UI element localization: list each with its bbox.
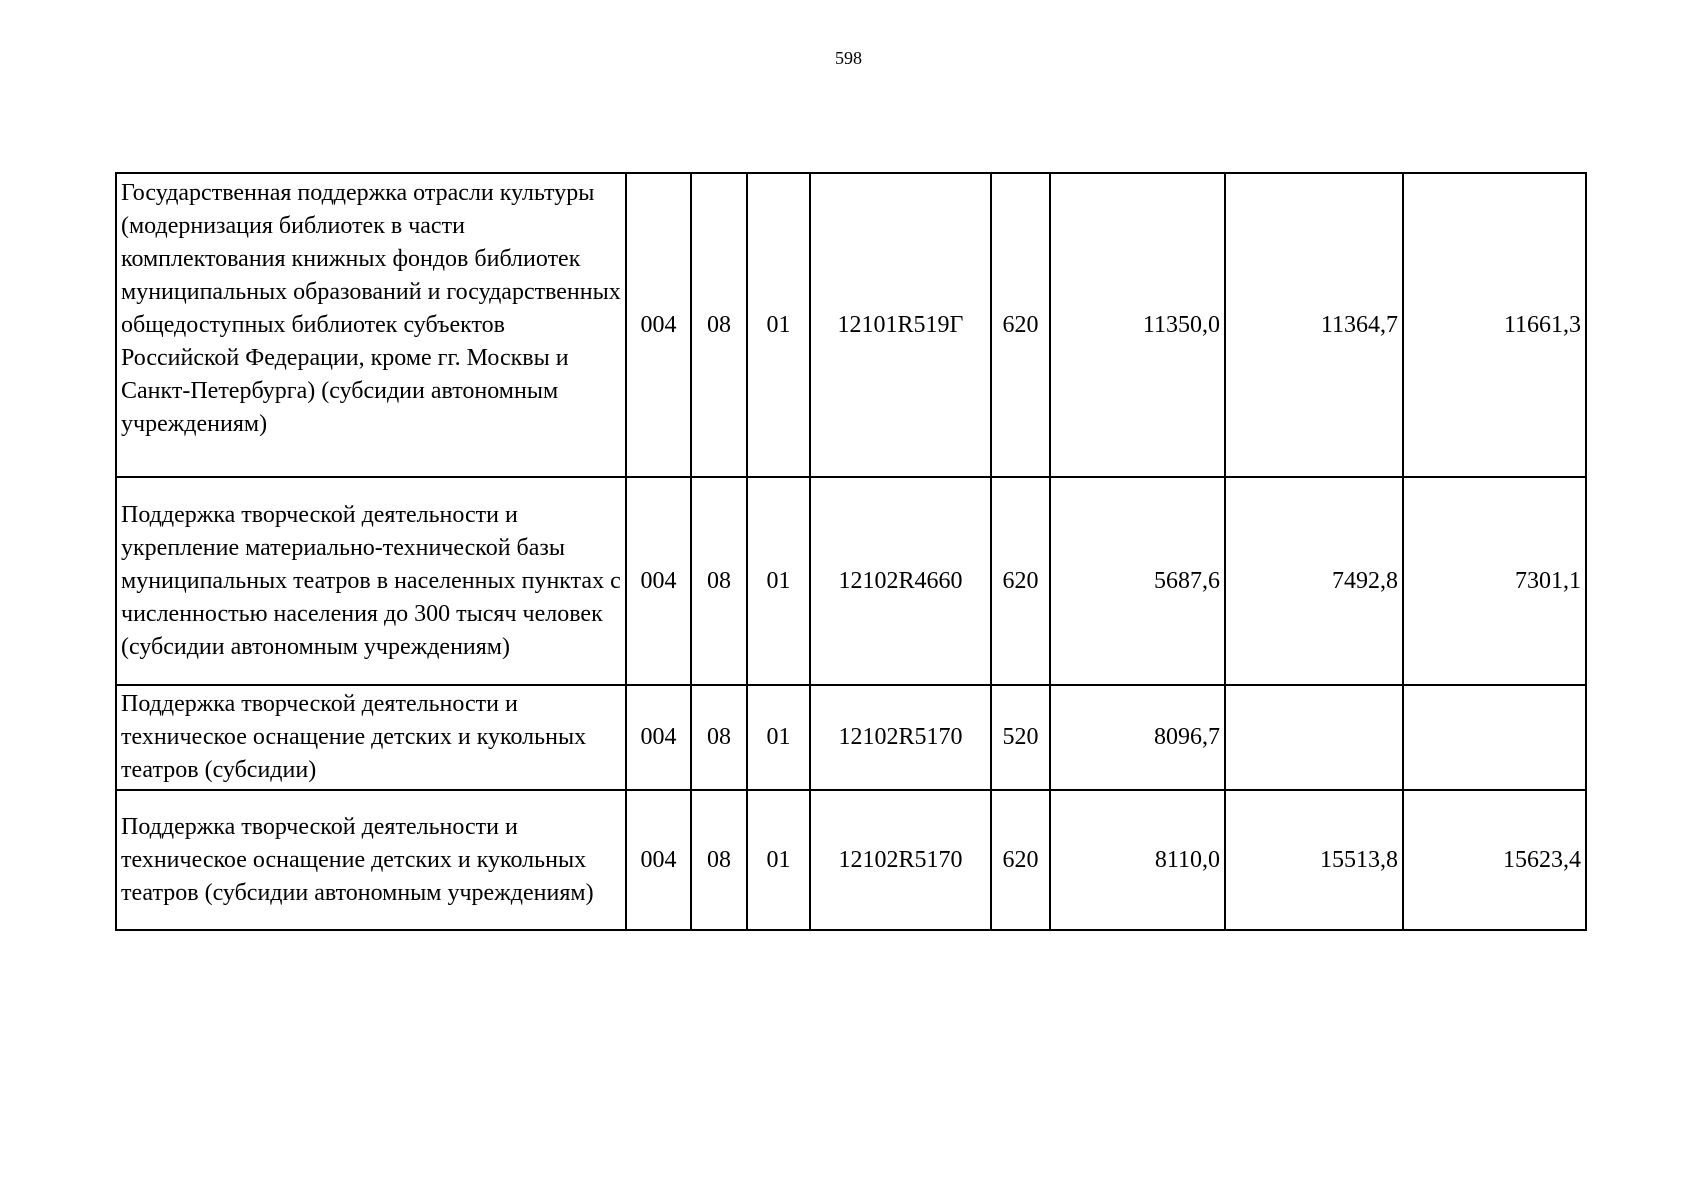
budget-table — [115, 172, 1587, 931]
target-article-code: 12102R5170 — [810, 790, 991, 930]
table-row — [116, 685, 1586, 790]
expense-type-code: 520 — [991, 685, 1050, 790]
ministry-code: 004 — [626, 790, 691, 930]
subsection-code: 01 — [747, 790, 810, 930]
amount-1: 8096,7 — [1050, 685, 1225, 790]
section-code: 08 — [691, 173, 747, 477]
subsection-code: 01 — [747, 173, 810, 477]
row-description: Поддержка творческой деятельности и техническое оснащение детских и кукольных театров (субсидии) — [116, 685, 626, 790]
ministry-code: 004 — [626, 477, 691, 685]
ministry-code: 004 — [626, 173, 691, 477]
expense-type-code: 620 — [991, 477, 1050, 685]
amount-2: 7492,8 — [1225, 477, 1403, 685]
target-article-code: 12102R5170 — [810, 685, 991, 790]
amount-2: 11364,7 — [1225, 173, 1403, 477]
section-code: 08 — [691, 685, 747, 790]
expense-type-code: 620 — [991, 790, 1050, 930]
section-code: 08 — [691, 790, 747, 930]
table-row — [116, 790, 1586, 930]
row-description: Поддержка творческой деятельности и техническое оснащение детских и кукольных театров (субсидии автономным учреждениям) — [116, 790, 626, 930]
page-number: 598 — [835, 48, 862, 68]
row-description: Государственная поддержка отрасли культуры (модернизация библиотек в части комплектования книжных фондов библиотек муниципальных образований и государственных общедоступных библиотек субъектов Российской Федерации, кроме гг. Москвы и Санкт-Петербурга) (субсидии автономным учреждениям) — [116, 173, 626, 477]
amount-1: 11350,0 — [1050, 173, 1225, 477]
subsection-code: 01 — [747, 685, 810, 790]
row-description: Поддержка творческой деятельности и укрепление материально-технической базы муниципальных театров в населенных пунктах с численностью населения до 300 тысяч человек (субсидии автономным учреждениям) — [116, 477, 626, 685]
expense-type-code: 620 — [991, 173, 1050, 477]
table-row — [116, 477, 1586, 685]
ministry-code: 004 — [626, 685, 691, 790]
target-article-code: 12102R4660 — [810, 477, 991, 685]
amount-3 — [1403, 685, 1586, 790]
table-row — [116, 173, 1586, 477]
subsection-code: 01 — [747, 477, 810, 685]
amount-2 — [1225, 685, 1403, 790]
amount-3: 7301,1 — [1403, 477, 1586, 685]
amount-3: 11661,3 — [1403, 173, 1586, 477]
amount-1: 5687,6 — [1050, 477, 1225, 685]
amount-1: 8110,0 — [1050, 790, 1225, 930]
amount-3: 15623,4 — [1403, 790, 1586, 930]
amount-2: 15513,8 — [1225, 790, 1403, 930]
target-article-code: 12101R519Г — [810, 173, 991, 477]
section-code: 08 — [691, 477, 747, 685]
